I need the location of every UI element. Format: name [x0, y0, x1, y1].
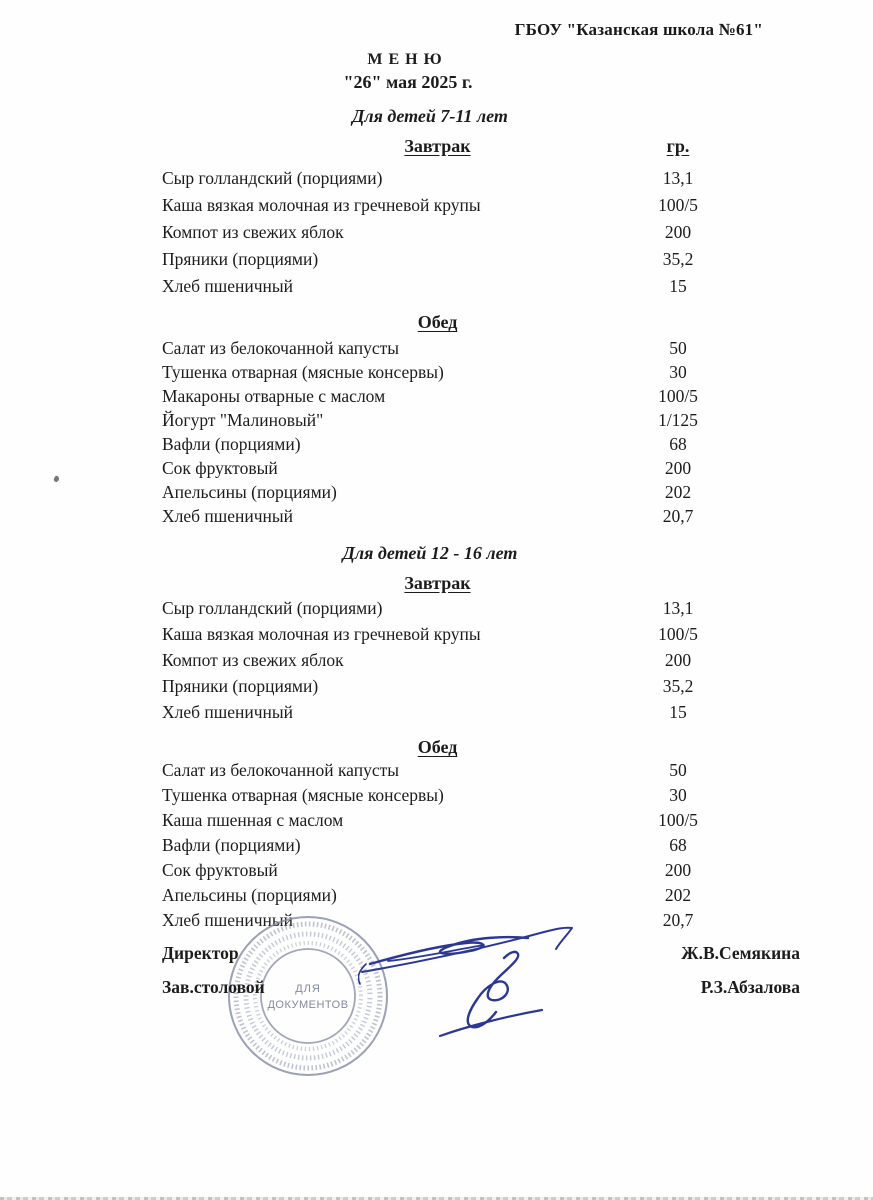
menu-item-row: [162, 785, 738, 810]
dish-name: Пряники (порциями): [162, 676, 319, 696]
meal-items-list: [0, 598, 873, 728]
menu-item-row: [162, 338, 738, 362]
menu-item-row: [162, 885, 738, 910]
signature-row-director: [162, 943, 800, 977]
meal-heading: [162, 312, 618, 333]
dish-grams: 13,1: [662, 598, 694, 618]
menu-item-row: [162, 598, 738, 624]
dish-grams: 20,7: [662, 910, 694, 930]
dish-name: Компот из свежих яблок: [162, 650, 344, 670]
dish-grams: 100/5: [658, 624, 698, 644]
dish-grams: 15: [669, 276, 687, 296]
age-group-heading: Для детей 7-11 лет: [352, 106, 508, 126]
signature-block: [0, 943, 873, 1011]
meal-heading-label: Обед: [417, 312, 458, 332]
age-group-heading: Для детей 12 - 16 лет: [342, 543, 518, 563]
dish-grams: 35,2: [662, 249, 694, 269]
dish-grams: 200: [664, 650, 692, 670]
dish-name: Салат из белокочанной капусты: [162, 338, 400, 358]
dish-name: Вафли (порциями): [162, 434, 301, 454]
menu-item-row: [162, 276, 738, 303]
dish-grams: 20,7: [662, 506, 694, 526]
dish-grams: 200: [664, 860, 692, 880]
dish-grams: 100/5: [658, 195, 698, 215]
dish-grams: 202: [664, 885, 692, 905]
meal-heading-label: Завтрак: [404, 573, 471, 593]
dish-grams: 13,1: [662, 168, 694, 188]
dish-name: Каша вязкая молочная из гречневой крупы: [162, 624, 481, 644]
dish-name: Апельсины (порциями): [162, 482, 337, 502]
menu-item-row: [162, 760, 738, 785]
signatory-name: Р.З.Абзалова: [700, 977, 800, 997]
menu-item-row: [162, 650, 738, 676]
menu-item-row: [162, 386, 738, 410]
signature-row-canteen-manager: [162, 977, 800, 1011]
dish-name: Каша пшенная с маслом: [162, 810, 344, 830]
grams-column-header-label: гр.: [666, 136, 690, 156]
signatory-role: Зав.столовой: [162, 977, 265, 997]
dish-grams: 68: [669, 434, 687, 454]
stamp-center-text-line1: ДЛЯ: [295, 983, 321, 995]
dish-grams: 68: [669, 835, 687, 855]
menu-item-row: [162, 249, 738, 276]
menu-sections: [0, 106, 873, 935]
meal-heading-row: [0, 136, 873, 157]
dish-name: Сок фруктовый: [162, 860, 278, 880]
dish-name: Сыр голландский (порциями): [162, 598, 383, 618]
menu-item-row: [162, 458, 738, 482]
dish-name: Хлеб пшеничный: [162, 276, 294, 296]
dish-grams: 30: [669, 362, 687, 382]
menu-item-row: [162, 168, 738, 195]
menu-item-row: [162, 222, 738, 249]
dish-name: Салат из белокочанной капусты: [162, 760, 400, 780]
meal-heading: [162, 737, 618, 758]
menu-item-row: [162, 810, 738, 835]
meal-items-list: [0, 338, 873, 530]
dish-name: Тушенка отварная (мясные консервы): [162, 785, 444, 805]
dish-grams: 35,2: [662, 676, 694, 696]
menu-item-row: [162, 434, 738, 458]
canteen-manager-signature: [440, 1010, 542, 1036]
menu-item-row: [162, 835, 738, 860]
menu-item-row: [162, 410, 738, 434]
meal-heading-label: Обед: [417, 737, 458, 757]
menu-item-row: [162, 195, 738, 222]
meal-heading-label: Завтрак: [404, 136, 471, 156]
grams-column-header: [618, 136, 738, 157]
dish-grams: 15: [669, 702, 687, 722]
document-title: М Е Н Ю: [367, 51, 443, 68]
dish-name: Апельсины (порциями): [162, 885, 337, 905]
menu-item-row: [162, 482, 738, 506]
dish-name: Хлеб пшеничный: [162, 702, 294, 722]
meal-heading-row: [0, 312, 873, 333]
menu-section: [0, 106, 873, 530]
meal-heading: [162, 136, 618, 157]
dish-grams: 200: [664, 222, 692, 242]
dish-grams: 100/5: [658, 810, 698, 830]
stamp-center-text-line2: ДОКУМЕНТОВ: [267, 999, 349, 1011]
menu-item-row: [162, 506, 738, 530]
school-name-header: ГБОУ "Казанская школа №61": [514, 20, 763, 39]
meal-heading-row: [0, 573, 873, 594]
dish-name: Пряники (порциями): [162, 249, 319, 269]
meal-heading: [162, 573, 618, 594]
dish-name: Сок фруктовый: [162, 458, 278, 478]
dish-name: Сыр голландский (порциями): [162, 168, 383, 188]
dish-name: Йогурт "Малиновый": [162, 410, 324, 430]
dish-name: Вафли (порциями): [162, 835, 301, 855]
meal-heading-row: [0, 737, 873, 758]
menu-section: [0, 543, 873, 935]
signatory-role: Директор: [162, 943, 239, 963]
meal-items-list: [0, 168, 873, 303]
menu-item-row: [162, 624, 738, 650]
document-date: "26" мая 2025 г.: [343, 72, 473, 92]
menu-item-row: [162, 702, 738, 728]
dish-grams: 100/5: [658, 386, 698, 406]
dish-name: Тушенка отварная (мясные консервы): [162, 362, 444, 382]
menu-item-row: [162, 362, 738, 386]
menu-item-row: [162, 676, 738, 702]
dish-grams: 30: [669, 785, 687, 805]
dish-name: Компот из свежих яблок: [162, 222, 344, 242]
dish-name: Хлеб пшеничный: [162, 910, 294, 930]
dish-grams: 200: [664, 458, 692, 478]
meal-items-list: [0, 760, 873, 935]
signatory-name: Ж.В.Семякина: [681, 943, 800, 963]
dish-grams: 1/125: [658, 410, 698, 430]
dish-name: Макароны отварные с маслом: [162, 386, 386, 406]
dish-grams: 50: [669, 760, 687, 780]
dish-grams: 202: [664, 482, 692, 502]
dish-grams: 50: [669, 338, 687, 358]
dish-name: Каша вязкая молочная из гречневой крупы: [162, 195, 481, 215]
dish-name: Хлеб пшеничный: [162, 506, 294, 526]
menu-item-row: [162, 860, 738, 885]
